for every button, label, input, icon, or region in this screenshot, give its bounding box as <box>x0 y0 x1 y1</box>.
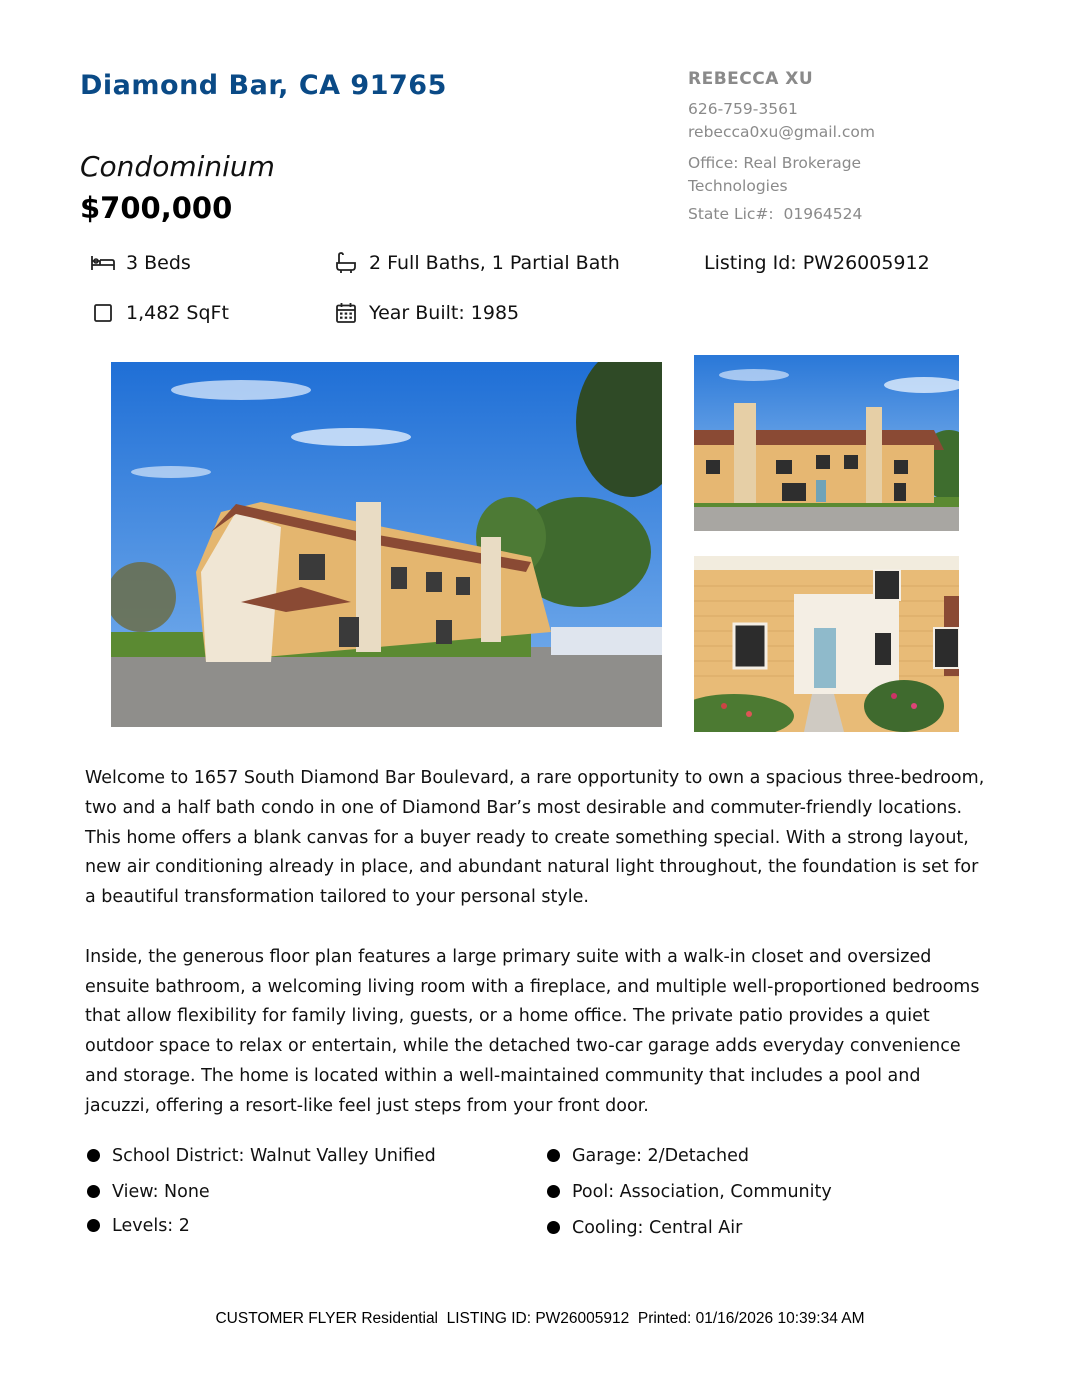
features-left-list <box>86 1144 436 1250</box>
agent-license: State Lic#: 01964524 <box>688 205 863 223</box>
fact-year-built <box>333 300 519 326</box>
fact-baths <box>333 250 620 276</box>
fact-sqft <box>90 300 229 326</box>
flyer-footer: CUSTOMER FLYER Residential LISTING ID: PW26005912 Printed: 01/16/2026 10:39:34 AM <box>215 1310 865 1327</box>
agent-office-line2: Technologies <box>688 177 788 195</box>
feature-item: Garage: 2/Detached <box>546 1144 832 1180</box>
feature-item: Levels: 2 <box>86 1214 436 1250</box>
property-type: Condominium <box>80 150 275 183</box>
bullet-icon <box>547 1149 560 1162</box>
agent-email: rebecca0xu@gmail.com <box>688 123 875 141</box>
bullet-icon <box>87 1185 100 1198</box>
bed-icon <box>90 250 116 276</box>
bullet-icon <box>87 1219 100 1232</box>
agent-name: REBECCA XU <box>688 69 814 89</box>
bullet-icon <box>547 1221 560 1234</box>
square-icon <box>90 300 116 326</box>
fact-listing-id <box>704 250 930 276</box>
feature-item: Pool: Association, Community <box>546 1180 832 1216</box>
agent-contact <box>688 68 988 226</box>
property-description <box>85 764 985 1122</box>
baths-label: 2 Full Baths, 1 Partial Bath <box>369 252 620 274</box>
property-location: Diamond Bar, CA 91765 <box>80 70 447 101</box>
calendar-icon <box>333 300 359 326</box>
bullet-icon <box>87 1149 100 1162</box>
year-built-label: Year Built: 1985 <box>369 302 520 324</box>
features-right-list <box>546 1144 832 1252</box>
sqft-label: 1,482 SqFt <box>126 302 229 324</box>
beds-label: 3 Beds <box>126 252 191 274</box>
main-photo <box>111 362 662 727</box>
agent-phone: 626-759-3561 <box>688 100 798 118</box>
exterior-photo <box>694 355 959 531</box>
feature-item: Cooling: Central Air <box>546 1216 832 1252</box>
property-price: $700,000 <box>80 191 233 225</box>
description-paragraph: Welcome to 1657 South Diamond Bar Boulevard, a rare opportunity to own a spacious three-bedroom, two and a half bath condo in one of Diamond Bar’s most desirable and commuter-friendly locations. This home offers a blank canvas for a buyer ready to create something special. With a strong layout, new air conditioning already in place, and abundant natural light throughout, the foundation is set for a beautiful transformation tailored to your personal style. <box>85 768 985 908</box>
fact-beds <box>90 250 191 276</box>
listing-id-label: Listing Id: PW26005912 <box>704 252 930 274</box>
agent-office-line1: Office: Real Brokerage <box>688 154 862 172</box>
feature-item: School District: Walnut Valley Unified <box>86 1144 436 1180</box>
feature-item: View: None <box>86 1180 436 1216</box>
bullet-icon <box>547 1185 560 1198</box>
entry-photo <box>694 556 959 732</box>
bathtub-icon <box>333 250 359 276</box>
description-paragraph: Inside, the generous floor plan features a large primary suite with a walk-in closet and oversized ensuite bathroom, a welcoming living room with a fireplace, and multiple well-proportioned bedrooms that allow flexibility for family living, guests, or a home office. The private patio provides a quiet outdoor space to relax or entertain, while the detached two-car garage adds everyday convenience and storage. The home is located within a well-maintained community that includes a pool and jacuzzi, offering a resort-like feel just steps from your front door. <box>85 946 980 1116</box>
